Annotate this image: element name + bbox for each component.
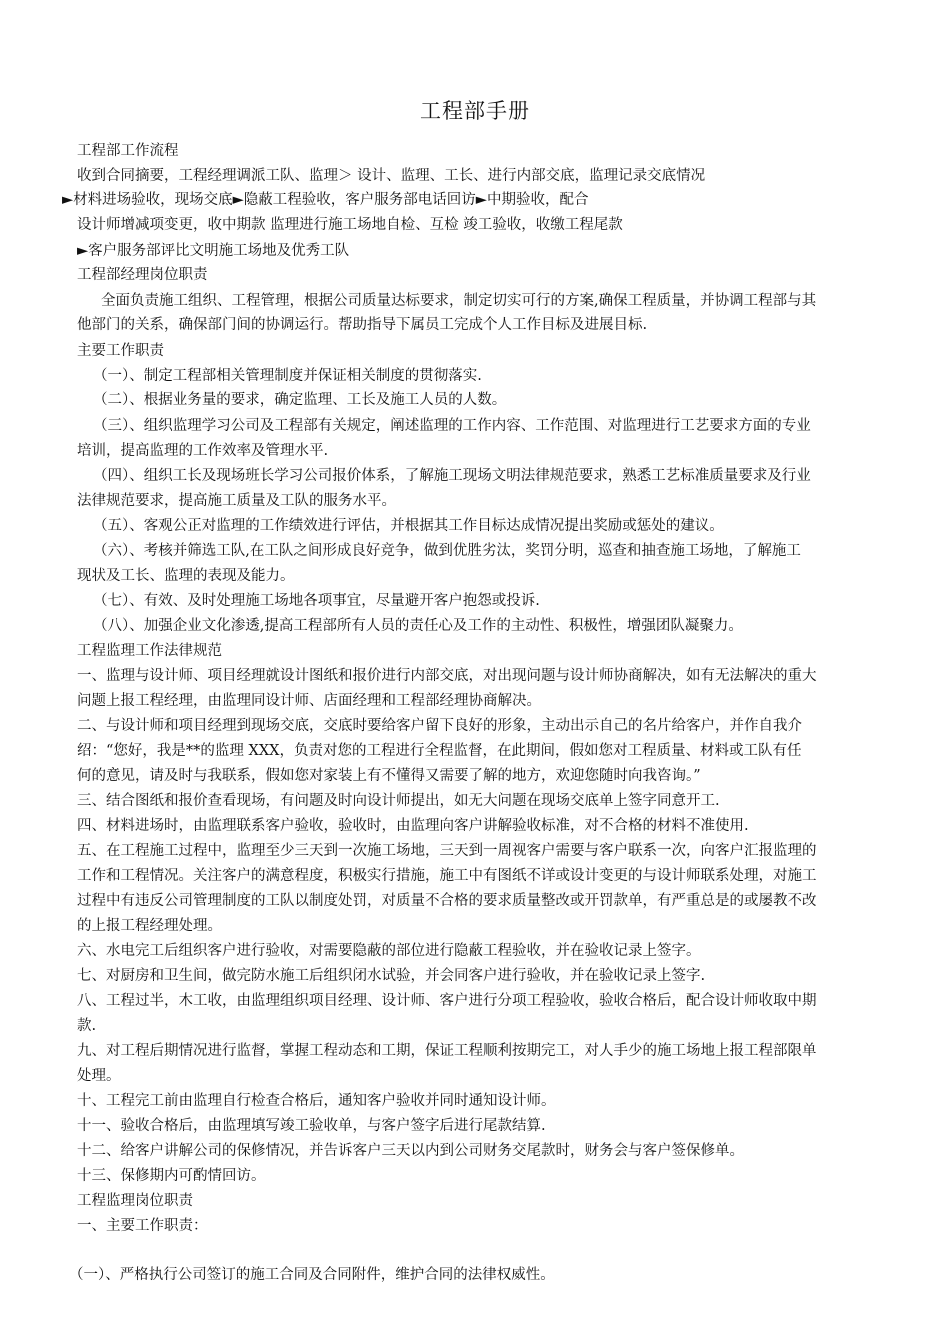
list-item: 二、与设计师和项目经理到现场交底，交底时要给客户留下良好的形象，主动出示自己的名片给客户，并作自我介 (77, 718, 802, 734)
list-item: （二）、根据业务量的要求，确定监理、工长及施工人员的人数。 (93, 392, 507, 408)
section-heading: 工程部工作流程 (77, 143, 179, 159)
text-line: 培训，提高监理的工作效率及管理水平. (77, 443, 329, 459)
list-item: 四、材料进场时，由监理联系客户验收，验收时，由监理向客户讲解验收标准，对不合格的材料不准使用. (77, 818, 749, 834)
text-line: 绍：“您好，我是**的监理 XXX，负责对您的工程进行全程监督，在此期间，假如您对工程质量、材料或工队有任 (77, 743, 802, 759)
list-item: 六、水电完工后组织客户进行验收，对需要隐蔽的部位进行隐蔽工程验收，并在验收记录上签字。 (77, 943, 701, 959)
list-item: 三、结合图纸和报价查看现场，有问题及时向设计师提出，如无大问题在现场交底单上签字同意开工. (77, 793, 720, 809)
list-item: 八、工程过半，木工收，由监理组织项目经理、设计师、客户进行分项工程验收，验收合格后，配合设计师收取中期 (77, 993, 817, 1009)
text-line: 收到合同摘要，工程经理调派工队、监理＞ 设计、监理、工长、进行内部交底，监理记录交底情况 (77, 168, 706, 184)
text-line: 的上报工程经理处理。 (77, 918, 222, 934)
text-line: 全面负责施工组织、工程管理，根据公司质量达标要求，制定切实可行的方案,确保工程质量，并协调工程部与其 (101, 293, 817, 309)
list-item: （一）、制定工程部相关管理制度并保证相关制度的贯彻落实. (93, 368, 482, 384)
section-heading: 工程监理岗位职责 (77, 1193, 193, 1209)
list-item: （三）、组织监理学习公司及工程部有关规定，阐述监理的工作内容、工作范围、对监理进行工艺要求方面的专业 (93, 418, 811, 434)
section-heading: 工程监理工作法律规范 (77, 643, 222, 659)
list-item: 一、监理与设计师、项目经理就设计图纸和报价进行内部交底，对出现问题与设计师协商解决，如有无法解决的重大 (77, 668, 817, 684)
list-item: 十三、保修期内可酌情回访。 (77, 1168, 266, 1184)
list-item: （四）、组织工长及现场班长学习公司报价体系，了解施工现场文明法律规范要求，熟悉工艺标准质量要求及行业 (93, 468, 811, 484)
text-line: 问题上报工程经理，由监理同设计师、店面经理和工程部经理协商解决。 (77, 693, 541, 709)
section-heading: 工程部经理岗位职责 (77, 267, 208, 283)
list-item: （六）、考核并筛选工队,在工队之间形成良好竞争，做到优胜劣汰，奖罚分明，巡查和抽查施工场地，了解施工 (93, 543, 801, 559)
list-item: （五）、客观公正对监理的工作绩效进行评估，并根据其工作目标达成情况提出奖励或惩处的建议。 (93, 518, 724, 534)
section-heading: 主要工作职责 (77, 343, 164, 359)
text-line: ►材料进场验收，现场交底►隐蔽工程验收，客户服务部电话回访►中期验收，配合 (62, 192, 589, 208)
text-line: 过程中有违反公司管理制度的工队以制度处罚，对质量不合格的要求质量整改或开罚款单，有严重总是的或屡教不改 (77, 893, 817, 909)
text-line: 设计师增减项变更，收中期款 监理进行施工场地自检、互检 竣工验收，收缴工程尾款 (77, 217, 623, 233)
list-item: 五、在工程施工过程中，监理至少三天到一次施工场地，三天到一周视客户需要与客户联系一次，向客户汇报监理的 (77, 843, 817, 859)
list-item: （七）、有效、及时处理施工场地各项事宜，尽量避开客户抱怨或投诉. (93, 593, 540, 609)
text-line: 他部门的关系，确保部门间的协调运行。帮助指导下属员工完成个人工作目标及进展目标. (77, 317, 648, 333)
list-item: 九、对工程后期情况进行监督，掌握工程动态和工期，保证工程顺利按期完工，对人手少的施工场地上报工程部限单 (77, 1043, 817, 1059)
list-item: 十一、验收合格后，由监理填写竣工验收单，与客户签字后进行尾款结算. (77, 1118, 546, 1134)
list-item: 七、对厨房和卫生间，做完防水施工后组织闭水试验，并会同客户进行验收，并在验收记录上签字. (77, 968, 706, 984)
list-item: （一）、严格执行公司签订的施工合同及合同附件，维护合同的法律权威性。 (69, 1267, 555, 1283)
text-line: 何的意见，请及时与我联系，假如您对家装上有不懂得又需要了解的地方，欢迎您随时向我咨询。” (77, 768, 701, 784)
text-line: 款. (77, 1018, 97, 1034)
list-item: 十二、给客户讲解公司的保修情况，并告诉客户三天以内到公司财务交尾款时，财务会与客户签保修单。 (77, 1143, 744, 1159)
text-line: 法律规范要求，提高施工质量及工队的服务水平。 (77, 493, 396, 509)
list-item: 十、工程完工前由监理自行检查合格后，通知客户验收并同时通知设计师。 (77, 1093, 556, 1109)
text-line: 处理。 (77, 1068, 121, 1084)
text-line: ►客户服务部评比文明施工场地及优秀工队 (77, 243, 350, 259)
text-line: 一、主要工作职责： (77, 1218, 208, 1234)
text-line: 工作和工程情况。关注客户的满意程度，积极实行措施，施工中有图纸不详或设计变更的与设计师联系处理，对施工 (77, 868, 817, 884)
document-title: 工程部手册 (420, 99, 530, 123)
text-line: 现状及工长、监理的表现及能力。 (77, 568, 295, 584)
list-item: （八）、加强企业文化渗透,提高工程部所有人员的责任心及工作的主动性、积极性，增强团队凝聚力。 (93, 618, 743, 634)
